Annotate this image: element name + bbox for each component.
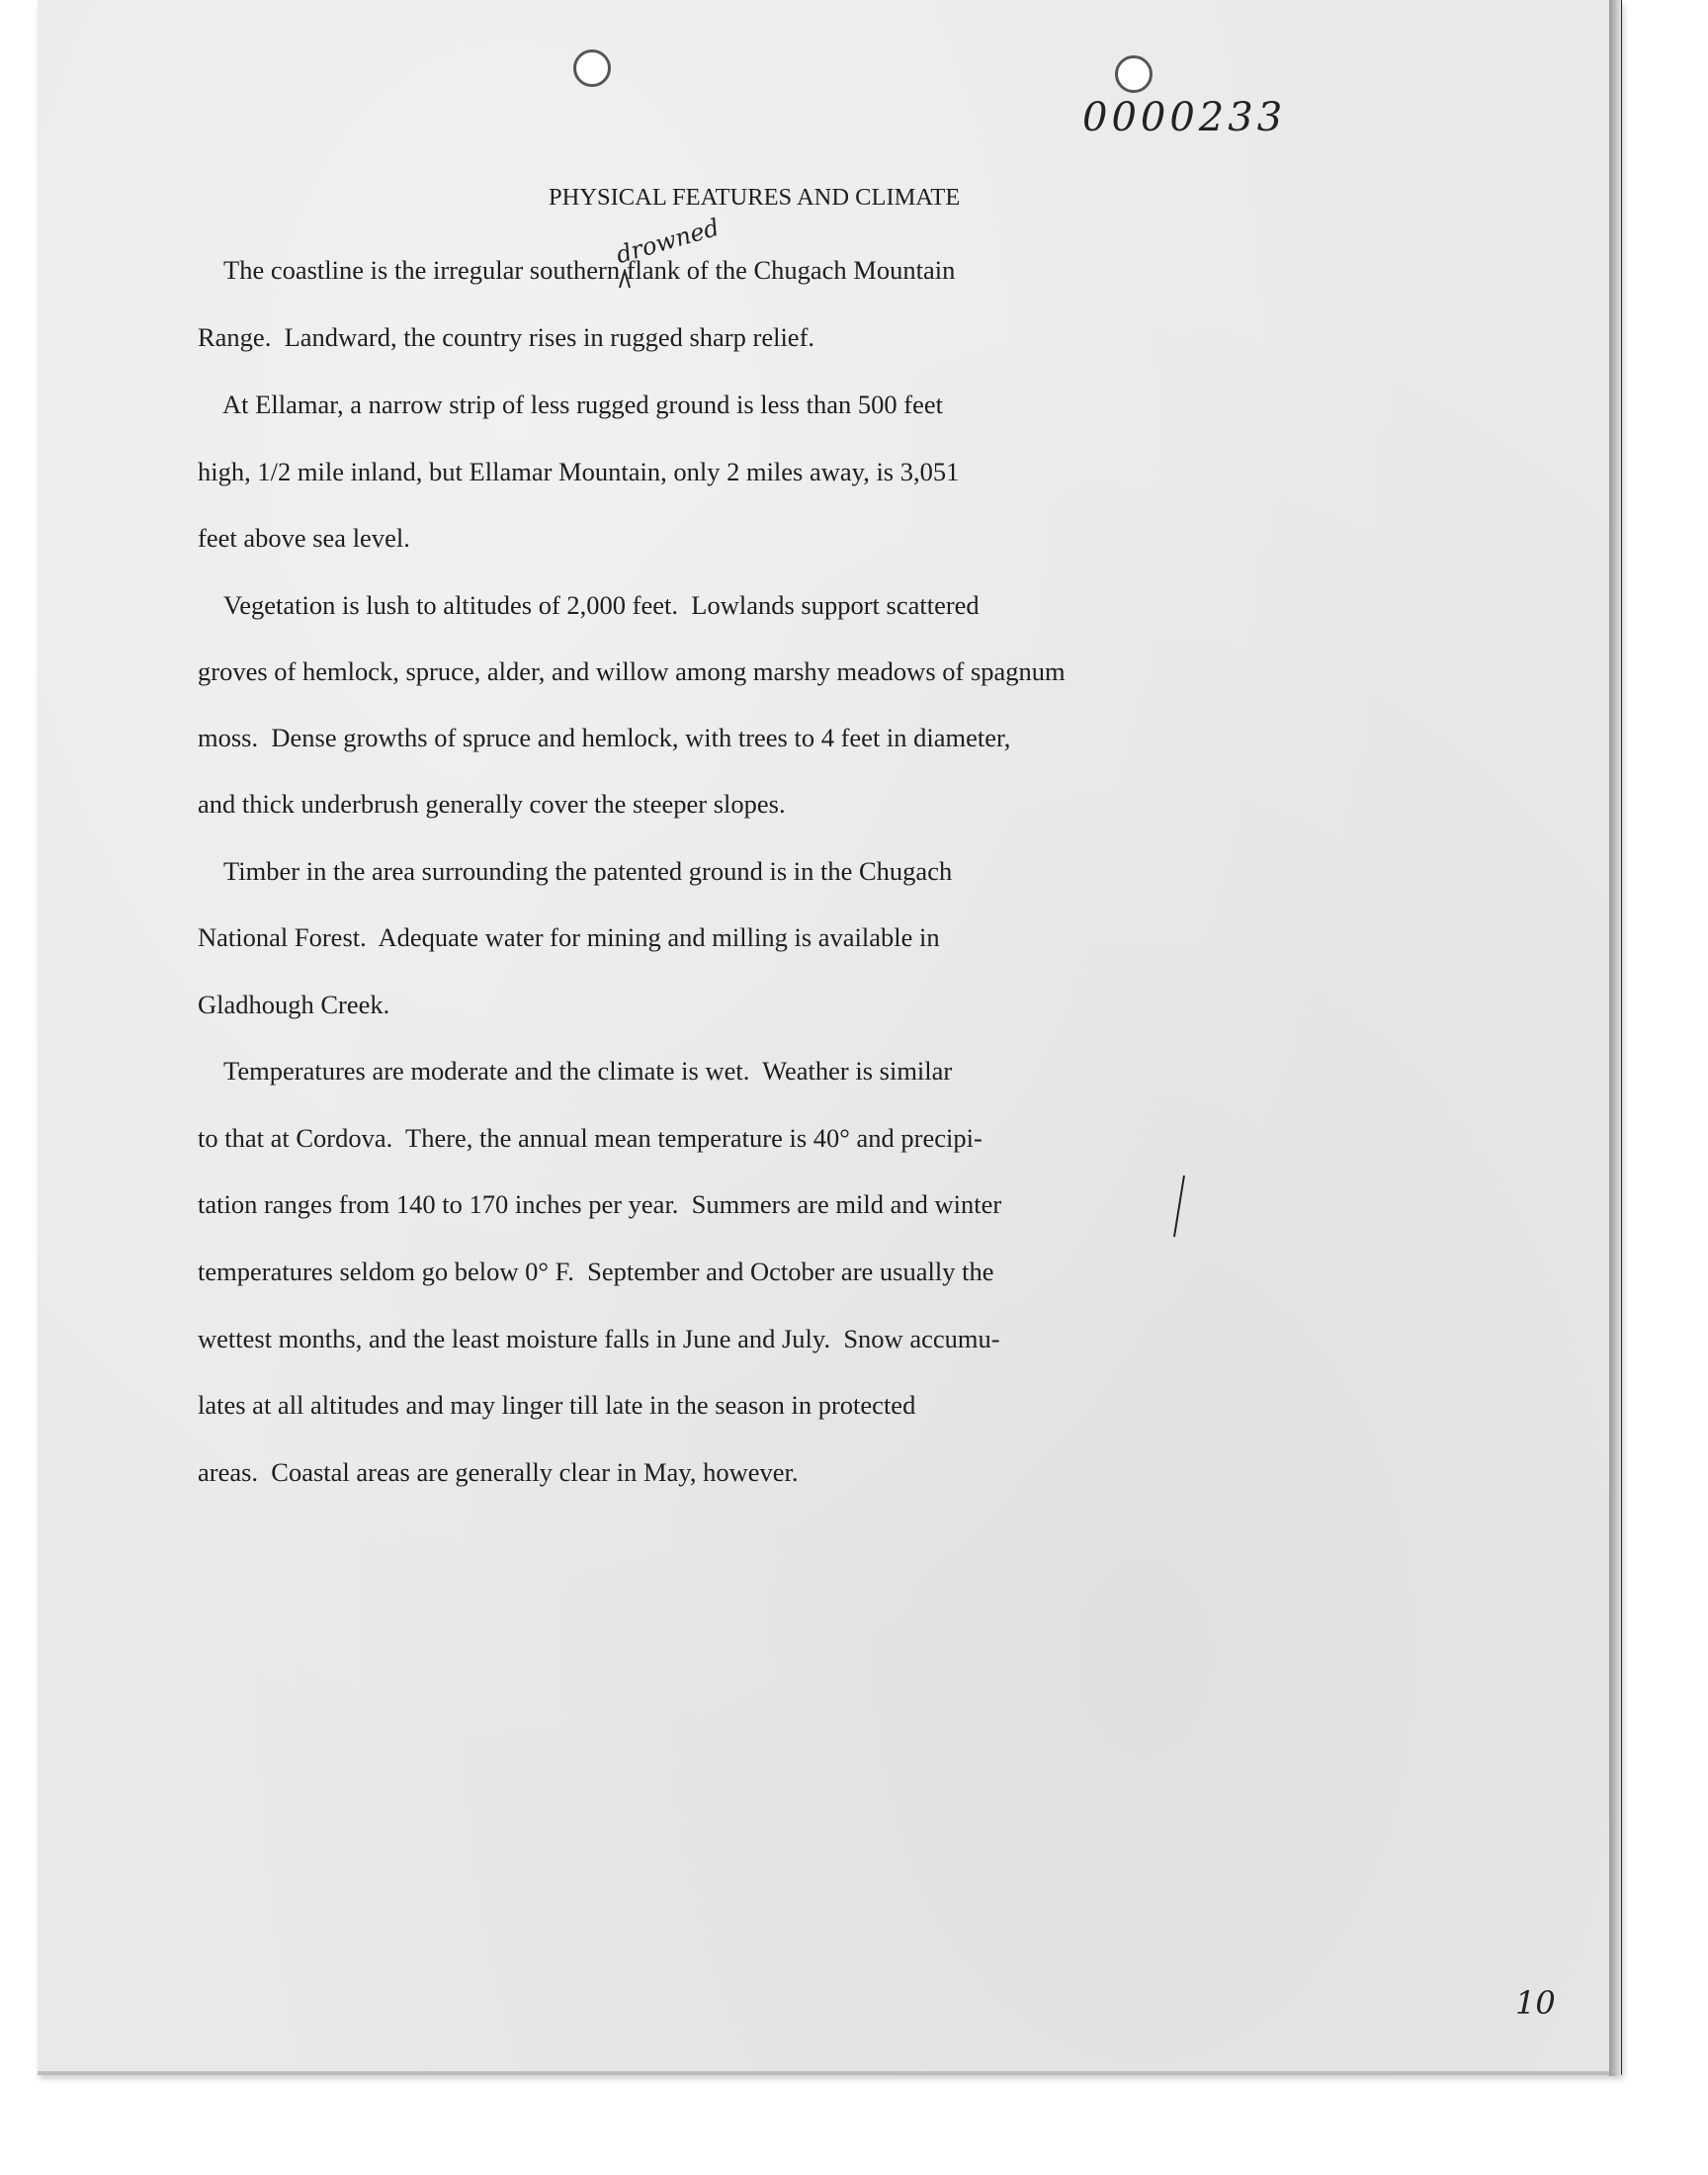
body-line: moss. Dense growths of spruce and hemlock, with trees to 4 feet in diameter, — [198, 723, 1011, 752]
body-line: At Ellamar, a narrow strip of less rugged ground is less than 500 feet — [198, 390, 944, 419]
body-line: wettest months, and the least moisture falls in June and July. Snow accumu- — [198, 1324, 1000, 1353]
body-line: areas. Coastal areas are generally clear in May, however. — [198, 1457, 799, 1487]
body-line: to that at Cordova. There, the annual mean temperature is 40° and precipi- — [198, 1123, 982, 1153]
handwritten-separator-mark-icon — [1168, 1174, 1188, 1239]
body-line: Range. Landward, the country rises in rugged sharp relief. — [198, 322, 815, 352]
page-title: PHYSICAL FEATURES AND CLIMATE — [549, 184, 961, 211]
punch-hole-left — [573, 49, 611, 87]
body-line: feet above sea level. — [198, 523, 410, 553]
body-line: lates at all altitudes and may linger till late in the season in protected — [198, 1390, 916, 1420]
handwritten-insertion: drowned — [613, 213, 723, 270]
body-line: and thick underbrush generally cover the steeper slopes. — [198, 789, 786, 819]
page-number: 10 — [1515, 1984, 1556, 2022]
body-line: high, 1/2 mile inland, but Ellamar Mountain, only 2 miles away, is 3,051 — [198, 457, 960, 486]
document-page — [38, 0, 1622, 2075]
body-line: Timber in the area surrounding the patented ground is in the Chugach — [198, 856, 953, 886]
punch-hole-right — [1115, 55, 1153, 93]
body-line: National Forest. Adequate water for mining and milling is available in — [198, 922, 940, 952]
body-line: The coastline is the irregular southern flank of the Chugach Mountain — [198, 255, 956, 285]
document-number: 0000233 — [1082, 95, 1287, 140]
page-edge-shadow — [1609, 0, 1621, 2076]
body-line: temperatures seldom go below 0° F. September and October are usually the — [198, 1257, 994, 1286]
body-line: Vegetation is lush to altitudes of 2,000 feet. Lowlands support scattered — [198, 590, 980, 620]
body-line: groves of hemlock, spruce, alder, and willow among marshy meadows of spagnum — [198, 656, 1066, 686]
body-line: Temperatures are moderate and the climate is wet. Weather is similar — [198, 1056, 953, 1086]
body-line: tation ranges from 140 to 170 inches per year. Summers are mild and winter — [198, 1189, 1002, 1219]
body-line: Gladhough Creek. — [198, 990, 390, 1019]
